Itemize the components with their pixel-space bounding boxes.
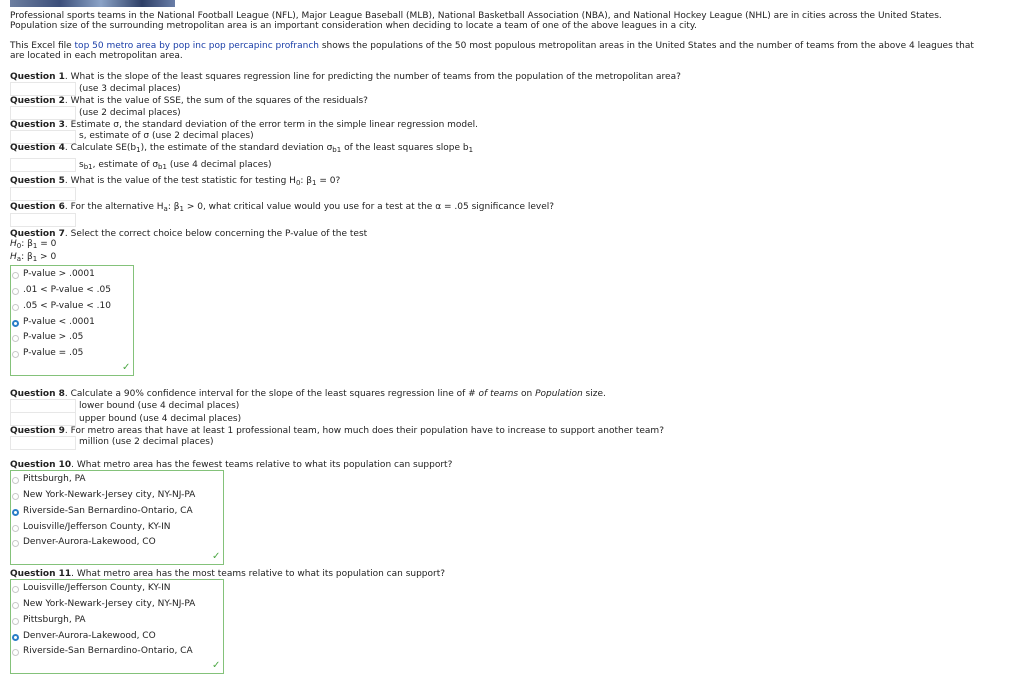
radio-button-selected-icon[interactable] [12, 509, 19, 516]
q11-choice-group: Louisville/Jefferson County, KY-IN New York-Newark-Jersey city, NY-NJ-PA Pittsburgh, PA Denver-Aurora-Lakewood, CO Riverside-San Bernardino-Ontario, CA ✓ [10, 579, 224, 674]
intro-line-3: This Excel file top 50 metro area by pop inc pop percapinc profranch shows the populations of the 50 most populous metropolitan areas in the United States and the number of teams from the above 4 leagues that [10, 41, 974, 51]
radio-button-icon[interactable] [12, 493, 19, 500]
radio-button-selected-icon[interactable] [12, 320, 19, 327]
question-4: Question 4. Calculate $SE(b_1)$, the estimate of the standard deviation $\sigma_{b1}$ of the least squares slope $b_1$ [10, 143, 474, 154]
q7-null-hypothesis: $H_0$: $\beta_1 = 0$ [10, 239, 57, 250]
q1-hint: (use 3 decimal places) [79, 84, 181, 94]
q10-choice-group: Pittsburgh, PA New York-Newark-Jersey city, NY-NJ-PA Riverside-San Bernardino-Ontario, CA Louisville/Jefferson County, KY-IN Denver-Aurora-Lakewood, CO ✓ [10, 470, 224, 565]
q9-hint: million (use 2 decimal places) [79, 437, 214, 447]
intro-line-1: Professional sports teams in the National Football League (NFL), Major League Baseball (MLB), National Basketball Association (NBA), and National Hockey League (NHL) are in cities across the United States. [10, 11, 942, 21]
radio-button-icon[interactable] [12, 288, 19, 295]
excel-file-link[interactable]: top 50 metro area by pop inc pop percapinc profranch [74, 41, 319, 51]
question-11: Question 11. What metro area has the most teams relative to what its population can support? [10, 569, 446, 579]
correct-check-icon: ✓ [212, 660, 221, 671]
intro-line-4: are located in each metropolitan area. [10, 51, 183, 61]
q2-answer-input[interactable] [10, 106, 76, 120]
radio-button-selected-icon[interactable] [12, 634, 19, 641]
correct-check-icon: ✓ [122, 362, 131, 373]
radio-button-icon[interactable] [12, 304, 19, 311]
radio-button-icon[interactable] [12, 351, 19, 358]
radio-button-icon[interactable] [12, 586, 19, 593]
q2-hint: (use 2 decimal places) [79, 108, 181, 118]
radio-button-icon[interactable] [12, 602, 19, 609]
header-banner-image [10, 0, 175, 7]
q5-answer-input[interactable] [10, 187, 76, 201]
question-7: Question 7. Select the correct choice below concerning the P-value of the test [10, 229, 368, 239]
radio-button-icon[interactable] [12, 525, 19, 532]
q7-choice-group: P-value > .0001 .01 < P-value < .05 .05 < P-value < .10 P-value < .0001 P-value > .05 P-value = .05 ✓ [10, 265, 134, 376]
question-2: Question 2. What is the value of SSE, the sum of the squares of the residuals? [10, 96, 368, 106]
q8-lower-bound-input[interactable] [10, 399, 76, 413]
radio-button-icon[interactable] [12, 618, 19, 625]
q3-answer-input[interactable] [10, 130, 76, 144]
question-6: Question 6. For the alternative $H_a$: $\beta_1 > 0$, what critical value would you use for a test at the α = .05 significance level? [10, 202, 555, 213]
radio-button-icon[interactable] [12, 272, 19, 279]
radio-button-icon[interactable] [12, 649, 19, 656]
q4-answer-input[interactable] [10, 158, 76, 172]
question-8: Question 8. Calculate a 90% confidence interval for the slope of the least squares regression line of # of teams on Population size. [10, 389, 606, 399]
q6-answer-input[interactable] [10, 213, 76, 227]
correct-check-icon: ✓ [212, 551, 221, 562]
radio-button-icon[interactable] [12, 335, 19, 342]
question-10: Question 10. What metro area has the fewest teams relative to what its population can support? [10, 460, 453, 470]
question-5: Question 5. What is the value of the test statistic for testing $H_0$: $\beta_1 = 0$? [10, 176, 341, 187]
question-3: Question 3. Estimate σ, the standard deviation of the error term in the simple linear regression model. [10, 120, 479, 130]
q3-hint: s, estimate of σ (use 2 decimal places) [79, 131, 254, 141]
q8-lower-hint: lower bound (use 4 decimal places) [79, 401, 240, 411]
q4-hint: $s_{b1}$, estimate of $\sigma_{b1}$ (use 4 decimal places) [79, 160, 272, 171]
q9-answer-input[interactable] [10, 436, 76, 450]
q7-alt-hypothesis: $H_a$: $\beta_1 > 0$ [10, 252, 57, 263]
radio-button-icon[interactable] [12, 540, 19, 547]
q8-upper-hint: upper bound (use 4 decimal places) [79, 414, 242, 424]
radio-button-icon[interactable] [12, 477, 19, 484]
intro-line-2: Population size of the surrounding metropolitan area is an important consideration when deciding to locate a team of one of the above leagues in a city. [10, 21, 697, 31]
question-9: Question 9. For metro areas that have at least 1 professional team, how much does their population have to increase to support another team? [10, 426, 664, 436]
question-1: Question 1. What is the slope of the least squares regression line for predicting the number of teams from the population of the metropolitan area? [10, 72, 681, 82]
q8-upper-bound-input[interactable] [10, 412, 76, 426]
q1-answer-input[interactable] [10, 82, 76, 96]
